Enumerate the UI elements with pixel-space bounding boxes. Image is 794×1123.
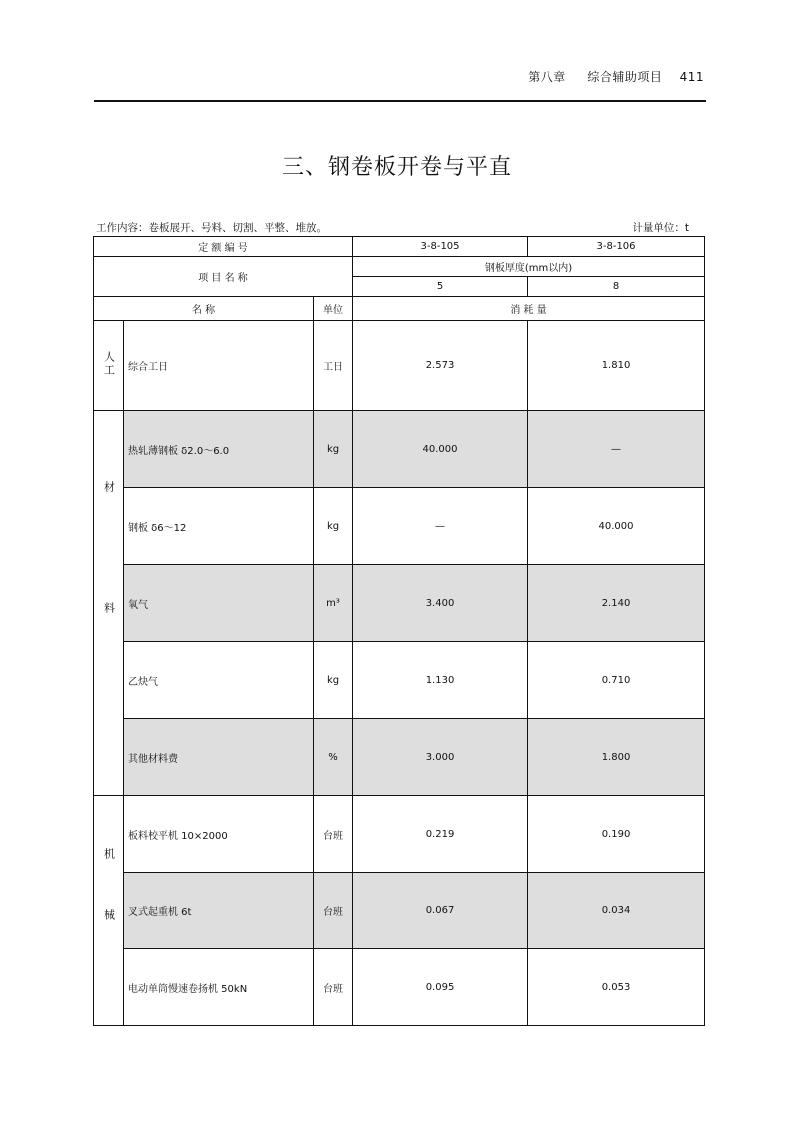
item-value-1: 0.067 — [353, 873, 528, 949]
item-value-2: 40.000 — [528, 488, 705, 565]
item-value-1: 2.573 — [353, 321, 528, 411]
thickness-value-1: 5 — [353, 277, 528, 297]
thickness-value-2: 8 — [528, 277, 705, 297]
item-value-2: 1.800 — [528, 719, 705, 796]
code-2: 3-8-106 — [528, 237, 705, 257]
column-header-row — [94, 297, 705, 321]
table-row — [94, 873, 705, 949]
chapter-label: 第八章 — [528, 70, 566, 84]
item-name: 电动单筒慢速卷扬机 50kN — [124, 949, 314, 1026]
name-label: 名 称 — [94, 297, 314, 321]
thickness-label: 钢板厚度(mm以内) — [353, 257, 705, 277]
item-value-2: 0.053 — [528, 949, 705, 1026]
item-value-2: — — [528, 411, 705, 488]
item-unit: kg — [314, 642, 353, 719]
page-header — [94, 68, 704, 85]
item-unit: 工日 — [314, 321, 353, 411]
quota-no-row — [94, 237, 705, 257]
item-name: 叉式起重机 6t — [124, 873, 314, 949]
work-content: 工作内容：卷板展开、号料、切割、平整、堆放。 — [96, 222, 327, 234]
project-name-label: 项 目 名 称 — [94, 257, 353, 297]
table-row — [94, 321, 705, 411]
item-unit: 台班 — [314, 949, 353, 1026]
item-name: 钢板 δ6～12 — [124, 488, 314, 565]
item-unit: 台班 — [314, 873, 353, 949]
consumption-label: 消 耗 量 — [353, 297, 705, 321]
item-name: 热轧薄钢板 δ2.0～6.0 — [124, 411, 314, 488]
item-unit: % — [314, 719, 353, 796]
item-name: 氧气 — [124, 565, 314, 642]
item-value-2: 1.810 — [528, 321, 705, 411]
table-row — [94, 565, 705, 642]
table-row — [94, 796, 705, 873]
table-row — [94, 949, 705, 1026]
item-value-2: 2.140 — [528, 565, 705, 642]
category-machine: 机械 — [94, 796, 124, 1026]
item-name: 综合工日 — [124, 321, 314, 411]
item-value-1: 3.000 — [353, 719, 528, 796]
code-1: 3-8-105 — [353, 237, 528, 257]
item-unit: m³ — [314, 565, 353, 642]
item-value-1: 1.130 — [353, 642, 528, 719]
page-number: 411 — [679, 70, 704, 84]
thickness-row — [94, 257, 705, 277]
quota-table — [93, 236, 705, 1026]
item-value-2: 0.034 — [528, 873, 705, 949]
unit-note: 计量单位：t — [632, 222, 689, 234]
page-title: 三、钢卷板开卷与平直 — [281, 155, 512, 180]
item-value-1: 40.000 — [353, 411, 528, 488]
quota-no-label: 定 额 编 号 — [94, 237, 353, 257]
category-material: 材料 — [94, 411, 124, 796]
item-value-1: 0.095 — [353, 949, 528, 1026]
category-labor: 人工 — [94, 321, 124, 411]
item-value-1: 0.219 — [353, 796, 528, 873]
item-name: 板料校平机 10×2000 — [124, 796, 314, 873]
table-row — [94, 488, 705, 565]
item-name: 其他材料费 — [124, 719, 314, 796]
item-value-1: 3.400 — [353, 565, 528, 642]
table-row — [94, 411, 705, 488]
item-name: 乙炔气 — [124, 642, 314, 719]
item-unit: 台班 — [314, 796, 353, 873]
unit-label: 单位 — [314, 297, 353, 321]
item-value-2: 0.190 — [528, 796, 705, 873]
item-unit: kg — [314, 488, 353, 565]
item-value-1: — — [353, 488, 528, 565]
item-value-2: 0.710 — [528, 642, 705, 719]
header-rule — [94, 100, 706, 102]
item-unit: kg — [314, 411, 353, 488]
table-row — [94, 719, 705, 796]
section-label: 综合辅助项目 — [587, 70, 663, 84]
table-row — [94, 642, 705, 719]
